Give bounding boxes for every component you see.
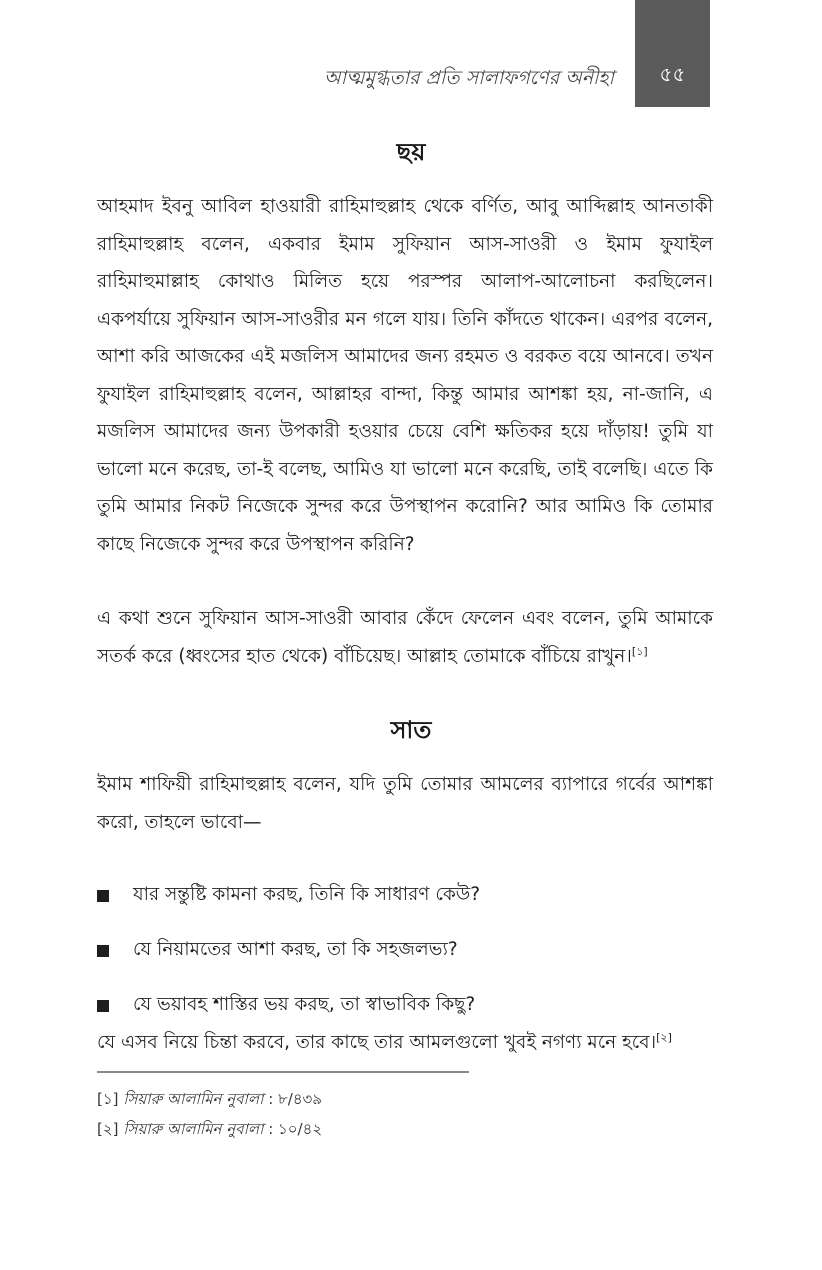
list-item [97,923,713,978]
footnote-ref-1[interactable]: [১] [631,644,648,658]
paragraph-intro: ইমাম শাফিয়ী রাহিমাহুল্লাহ বলেন, যদি তুমি তোমার আমলের ব্যাপারে গর্বের আশঙ্কা করো, তাহলে ভাবো— [97,774,713,833]
footnote-divider [97,1071,469,1073]
footnotes [97,1084,713,1144]
list-item-text: যার সন্তুষ্টি কামনা করছ, তিনি কি সাধারণ কেউ? [133,884,481,905]
footnote-ref: : ১০/৪২ [263,1120,323,1138]
paragraph-response [97,600,713,675]
footnote-source: সিয়ারু আলামিন নুবালা [123,1090,264,1108]
footnote-ref-2[interactable]: [২] [656,1030,672,1044]
square-bullet-icon [97,1000,109,1012]
footnote-1 [97,1084,713,1114]
footnote-marker: [১] [97,1090,119,1108]
square-bullet-icon [97,890,109,902]
page-number-tab [635,0,710,107]
section-title-seven: সাত [390,716,432,744]
footnote-ref: : ৮/৪৩৯ [263,1090,323,1108]
footnote-source: সিয়ারু আলামিন নুবালা [123,1120,264,1138]
reflection-list [97,868,713,1033]
page-number: ৫৫ [659,62,686,86]
footnote-2 [97,1114,713,1144]
running-title: আত্মমুগ্ধতার প্রতি সালাফগণের অনীহা [323,67,614,89]
paragraph-narration: আহমাদ ইবনু আবিল হাওয়ারী রাহিমাহুল্লাহ থেকে বর্ণিত, আবু আব্দিল্লাহ আনতাকী রাহিমাহুল্লাহ বলেন, একবার ইমাম সুফিয়ান আস-সাওরী ও ইমাম ফুযাইল রাহিমাহুমাল্লাহ কোথাও মিলিত হয়ে পরস্পর আলাপ-আলোচনা করছিলেন। একপর্যায়ে সুফিয়ান আস-সাওরীর মন গলে যায়। তিনি কাঁদতে থাকেন। এরপর বলেন, আশা করি আজকের এই মজলিস আমাদের জন্য রহমত ও বরকত বয়ে আনবে। তখন ফুযাইল রাহিমাহুল্লাহ বলেন, আল্লাহর বান্দা, কিন্তু আমার আশঙ্কা হয়, না-জানি, এ মজলিস আমাদের জন্য উপকারী হওয়ার চেয়ে বেশি ক্ষতিকর হয়ে দাঁড়ায়! তুমি যা ভালো মনে করেছ, তা-ই বলেছ, আমিও যা ভালো মনে করেছি, তাই বলেছি। এতে কি তুমি আমার নিকট নিজেকে সুন্দর করে উপস্থাপন করোনি? আর আমিও কি তোমার কাছে নিজেকে সুন্দর করে উপস্থাপন করিনি? [97,196,713,555]
paragraph-response-text: এ কথা শুনে সুফিয়ান আস-সাওরী আবার কেঁদে ফেলেন এবং বলেন, তুমি আমাকে সতর্ক করে (ধ্বংসের হাত থেকে) বাঁচিয়েছ। আল্লাহ তোমাকে বাঁচিয়ে রাখুন। [97,608,713,667]
paragraph-conclusion [97,1024,713,1062]
square-bullet-icon [97,945,109,957]
list-item-text: যে ভয়াবহ শাস্তির ভয় করছ, তা স্বাভাবিক কিছু? [133,994,476,1015]
section-title-six: ছয় [396,138,426,166]
footnote-marker: [২] [97,1120,119,1138]
paragraph-conclusion-text: যে এসব নিয়ে চিন্তা করবে, তার কাছে তার আমলগুলো খুবই নগণ্য মনে হবে। [97,1032,657,1053]
list-item-text: যে নিয়ামতের আশা করছ, তা কি সহজলভ্য? [133,939,458,960]
list-item [97,868,713,923]
